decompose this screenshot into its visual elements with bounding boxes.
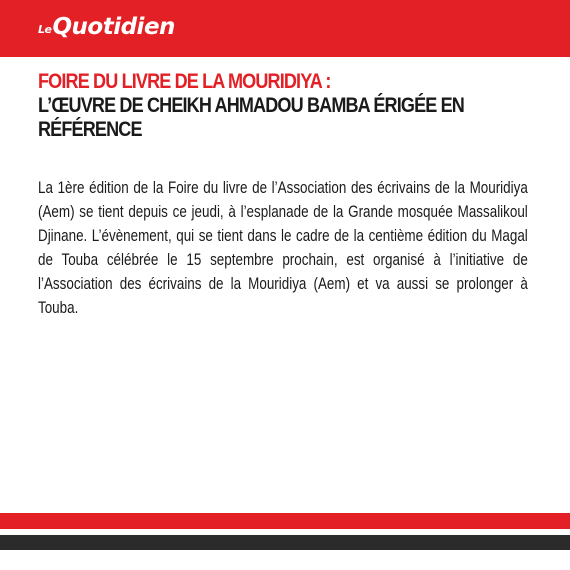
footer-red-band: [0, 513, 570, 529]
headline: [38, 70, 468, 142]
headline-kicker: FOIRE DU LIVRE DE LA MOURIDIYA :: [38, 70, 331, 93]
brand-logo: [38, 16, 175, 39]
brand-logo-prefix: Le: [38, 23, 52, 36]
headline-title: [38, 94, 468, 142]
article-body: La 1ère édition de la Foire du livre de l’Association des écrivains de la Mouridiya (Aem) se tient depuis ce jeudi, à l’esplanade de la Grande mosquée Massalikoul Djinane. L’évènement, qui se tient dans le cadre de la centième édition du Magal de Touba célébrée le 15 septembre prochain, est organisé à l’initiative de l’Association des écrivains de la Mouridiya (Aem) et va aussi se prolonger à Touba.: [38, 178, 528, 317]
header-band: [0, 0, 570, 57]
brand-logo-name: Quotidien: [52, 14, 175, 40]
headline-title-text: L’ŒUVRE DE CHEIKH AHMADOU BAMBA ÉRIGÉE EN RÉFÉRENCE: [38, 94, 464, 141]
footer-dark-band: [0, 535, 570, 550]
